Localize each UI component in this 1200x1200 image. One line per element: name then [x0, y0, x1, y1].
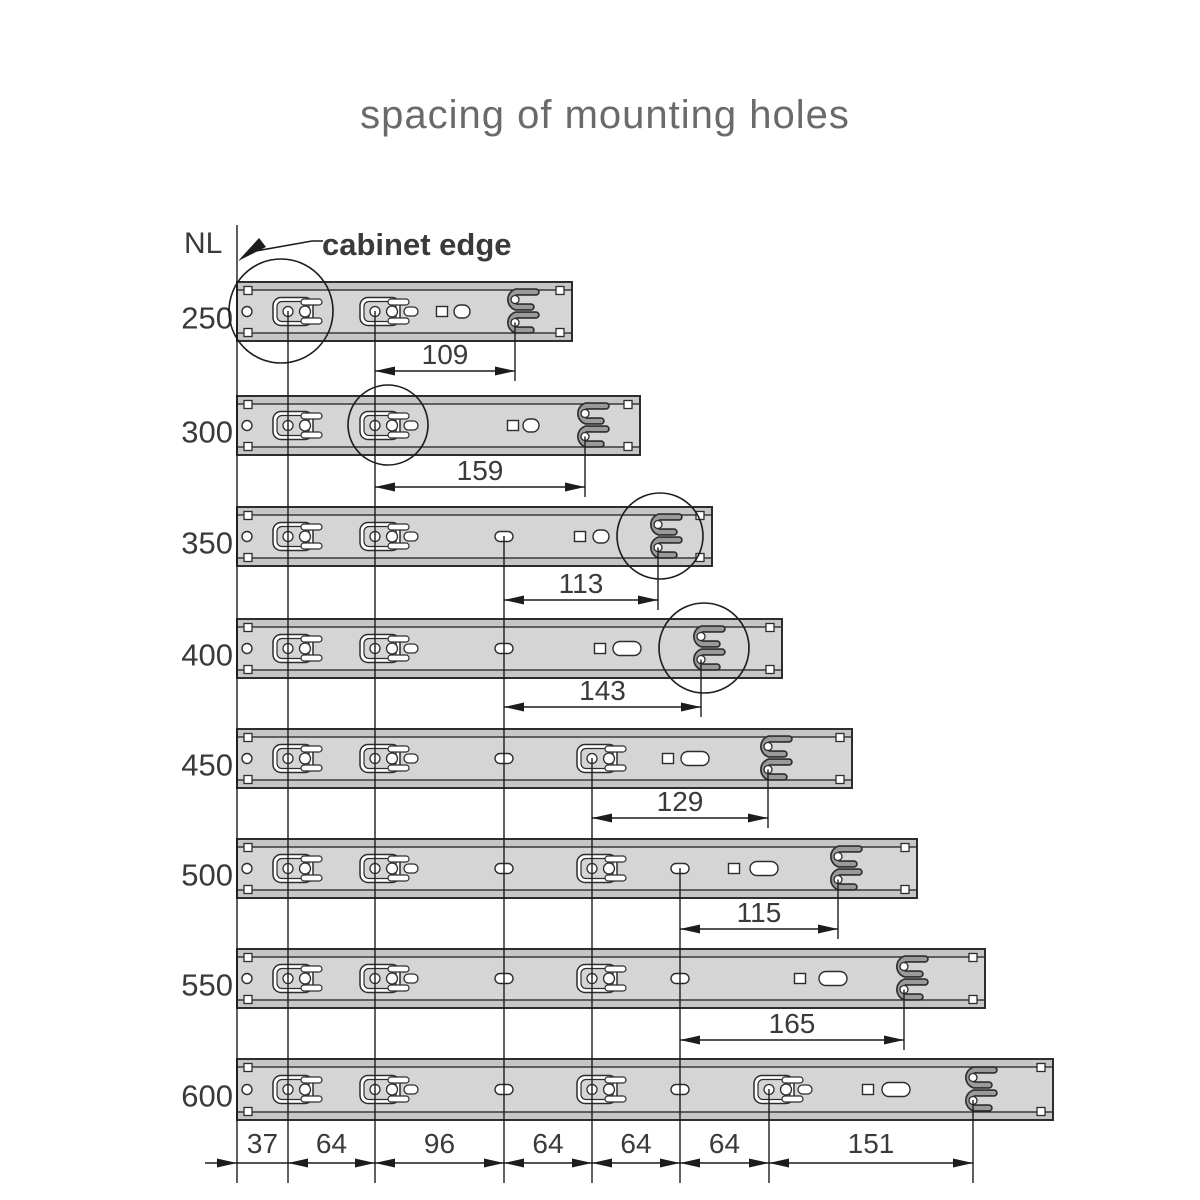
rail-length-label: 450 — [181, 747, 233, 783]
slot-screw-hole — [300, 306, 311, 317]
slot-trailing-oval — [404, 644, 418, 653]
rivet-square — [244, 329, 252, 337]
rivet-square — [836, 776, 844, 784]
slot-prong-bottom — [301, 318, 322, 324]
rail-250 — [237, 282, 572, 341]
large-pill-hole — [613, 642, 641, 656]
rivet-square — [244, 443, 252, 451]
slot-screw-hole — [387, 420, 398, 431]
rivet-square — [901, 886, 909, 894]
rail-bottom-strip — [237, 447, 640, 455]
square-hole — [575, 532, 586, 542]
mounting-slot — [360, 523, 418, 551]
slot-prong-top — [301, 746, 322, 752]
rail-top-strip — [237, 1059, 1053, 1067]
slot-prong-top — [605, 856, 626, 862]
slot-prong-top — [388, 966, 409, 972]
slot-screw-hole — [387, 531, 398, 542]
rivet-square — [244, 287, 252, 295]
rail-length-label: 250 — [181, 300, 233, 336]
rivet-square — [244, 954, 252, 962]
rivet-square — [766, 624, 774, 632]
rivet-square — [244, 624, 252, 632]
rivet-square — [244, 996, 252, 1004]
slot-prong-bottom — [388, 432, 409, 438]
rivet-square — [244, 401, 252, 409]
rail-bottom-strip — [237, 890, 917, 898]
large-pill-hole — [882, 1083, 910, 1097]
rail-bottom-strip — [237, 333, 572, 341]
slot-screw-hole — [387, 1084, 398, 1095]
slot-screw-hole — [387, 973, 398, 984]
slot-prong-top — [301, 1077, 322, 1083]
slot-prong-bottom — [388, 985, 409, 991]
slot-prong-bottom — [388, 543, 409, 549]
hook-screw-hole — [581, 410, 589, 418]
rail-bottom-strip — [237, 670, 782, 678]
spacing-value: 64 — [532, 1128, 564, 1159]
dimension-value: 143 — [579, 675, 626, 706]
oval-hole — [593, 530, 609, 543]
rivet-square — [556, 287, 564, 295]
hook-screw-hole — [834, 853, 842, 861]
cabinet-edge-label: cabinet edge — [322, 227, 512, 262]
round-hole — [242, 644, 252, 654]
rivet-square — [244, 554, 252, 562]
oval-hole — [454, 305, 470, 318]
rivet-square — [1037, 1064, 1045, 1072]
rivet-square — [244, 886, 252, 894]
rivet-square — [766, 666, 774, 674]
spacing-value: 64 — [315, 1128, 348, 1159]
round-hole — [242, 307, 252, 317]
slot-screw-hole — [604, 863, 615, 874]
slot-trailing-oval — [404, 974, 418, 983]
slot-trailing-oval — [404, 864, 418, 873]
slot-screw-hole — [300, 420, 311, 431]
nl-axis-label: NL — [184, 227, 223, 260]
slot-prong-bottom — [301, 985, 322, 991]
rail-bottom-strip — [237, 1000, 985, 1008]
oval-hole — [523, 419, 539, 432]
slot-screw-hole — [300, 643, 311, 654]
slot-prong-bottom — [388, 875, 409, 881]
rail-body — [237, 729, 852, 788]
rivet-square — [901, 844, 909, 852]
rivet-square — [244, 666, 252, 674]
slot-screw-hole — [604, 753, 615, 764]
slot-prong-bottom — [388, 655, 409, 661]
hook-screw-hole — [764, 743, 772, 751]
spacing-value: 64 — [620, 1128, 652, 1159]
mounting-slot — [360, 745, 418, 773]
rivet-square — [244, 776, 252, 784]
rail-600 — [237, 1059, 1053, 1120]
rivet-square — [624, 401, 632, 409]
square-hole — [729, 864, 740, 874]
slot-prong-bottom — [605, 1096, 626, 1102]
rivet-square — [244, 512, 252, 520]
mounting-slot — [754, 1076, 812, 1104]
slot-screw-hole — [781, 1084, 792, 1095]
rail-length-label: 350 — [181, 525, 233, 561]
rail-top-strip — [237, 396, 640, 404]
slot-prong-bottom — [301, 432, 322, 438]
mounting-slot — [360, 855, 418, 883]
slot-prong-bottom — [301, 655, 322, 661]
slot-trailing-oval — [404, 307, 418, 316]
slot-prong-top — [301, 524, 322, 530]
hook-screw-hole — [654, 521, 662, 529]
dimension-value: 165 — [768, 1008, 816, 1039]
rivet-square — [244, 1064, 252, 1072]
dimension-value: 109 — [421, 339, 469, 370]
rail-400 — [237, 619, 782, 678]
slot-prong-bottom — [301, 1096, 322, 1102]
rail-length-label: 400 — [181, 637, 233, 673]
rail-length-label: 500 — [181, 857, 233, 893]
slot-trailing-oval — [404, 421, 418, 430]
slot-trailing-oval — [404, 1085, 418, 1094]
rail-300 — [237, 396, 640, 455]
rivet-square — [244, 1108, 252, 1116]
dimension-value: 159 — [456, 455, 504, 486]
slot-prong-top — [388, 1077, 409, 1083]
slot-prong-bottom — [388, 1096, 409, 1102]
slot-prong-top — [301, 856, 322, 862]
slot-screw-hole — [300, 1084, 311, 1095]
spacing-value: 37 — [246, 1128, 279, 1159]
dimension-value: 115 — [736, 897, 782, 928]
slot-screw-hole — [387, 863, 398, 874]
mounting-slot — [360, 965, 418, 993]
large-pill-hole — [750, 862, 778, 876]
slot-prong-bottom — [388, 318, 409, 324]
slot-screw-hole — [300, 973, 311, 984]
slot-prong-top — [388, 299, 409, 305]
page-title: spacing of mounting holes — [360, 93, 850, 137]
slot-prong-bottom — [605, 985, 626, 991]
rivet-square — [624, 443, 632, 451]
slot-screw-hole — [300, 863, 311, 874]
slot-prong-bottom — [301, 543, 322, 549]
slot-prong-bottom — [782, 1096, 803, 1102]
mounting-slot — [360, 635, 418, 663]
slot-prong-bottom — [605, 765, 626, 771]
spacing-value: 96 — [423, 1128, 456, 1159]
slot-screw-hole — [300, 753, 311, 764]
slot-prong-top — [388, 413, 409, 419]
slot-trailing-oval — [404, 532, 418, 541]
rivet-square — [556, 329, 564, 337]
slot-prong-top — [301, 299, 322, 305]
rail-550 — [237, 949, 985, 1008]
rivet-square — [836, 734, 844, 742]
slot-prong-top — [605, 1077, 626, 1083]
square-hole — [437, 307, 448, 317]
slot-prong-top — [388, 856, 409, 862]
slot-prong-bottom — [388, 765, 409, 771]
square-hole — [663, 754, 674, 764]
slot-prong-top — [301, 966, 322, 972]
slot-prong-bottom — [301, 875, 322, 881]
mounting-slot — [360, 1076, 418, 1104]
hook-screw-hole — [969, 1074, 977, 1082]
round-hole — [242, 974, 252, 984]
rail-top-strip — [237, 839, 917, 847]
rail-top-strip — [237, 507, 712, 515]
slot-trailing-oval — [798, 1085, 812, 1094]
round-hole — [242, 1085, 252, 1095]
spacing-value: 64 — [708, 1128, 741, 1159]
hook-screw-hole — [697, 633, 705, 641]
rivet-square — [1037, 1108, 1045, 1116]
slot-screw-hole — [387, 643, 398, 654]
square-hole — [795, 974, 806, 984]
rail-450 — [237, 729, 852, 788]
dimension-value: 113 — [558, 568, 604, 599]
rivet-square — [244, 844, 252, 852]
rivet-square — [244, 734, 252, 742]
slot-prong-top — [605, 746, 626, 752]
slot-prong-bottom — [605, 875, 626, 881]
slot-screw-hole — [604, 973, 615, 984]
round-hole — [242, 532, 252, 542]
dimension-value: 129 — [656, 786, 704, 817]
slot-screw-hole — [300, 531, 311, 542]
slot-prong-bottom — [301, 765, 322, 771]
rail-length-label: 550 — [181, 967, 233, 1003]
round-hole — [242, 421, 252, 431]
hook-screw-hole — [511, 296, 519, 304]
slot-prong-top — [782, 1077, 803, 1083]
spacing-value: 151 — [847, 1128, 895, 1159]
slot-prong-top — [605, 966, 626, 972]
rail-500 — [237, 839, 917, 898]
rail-bottom-strip — [237, 1112, 1053, 1120]
mounting-slot — [360, 412, 418, 440]
rail-top-strip — [237, 729, 852, 737]
slot-screw-hole — [387, 753, 398, 764]
slot-prong-top — [388, 524, 409, 530]
hook-screw-hole — [900, 963, 908, 971]
large-pill-hole — [819, 972, 847, 986]
rivet-square — [969, 954, 977, 962]
slot-prong-top — [301, 636, 322, 642]
large-pill-hole — [681, 752, 709, 766]
slot-prong-top — [388, 746, 409, 752]
slot-screw-hole — [387, 306, 398, 317]
slot-prong-top — [301, 413, 322, 419]
square-hole — [863, 1085, 874, 1095]
rail-length-label: 600 — [181, 1078, 233, 1114]
slot-trailing-oval — [404, 754, 418, 763]
rail-350 — [237, 507, 712, 566]
square-hole — [595, 644, 606, 654]
square-hole — [508, 421, 519, 431]
rail-bottom-strip — [237, 558, 712, 566]
rail-length-label: 300 — [181, 414, 233, 450]
rivet-square — [969, 996, 977, 1004]
mounting-slot — [360, 298, 418, 326]
slot-prong-top — [388, 636, 409, 642]
round-hole — [242, 754, 252, 764]
slot-screw-hole — [604, 1084, 615, 1095]
round-hole — [242, 864, 252, 874]
rail-top-strip — [237, 949, 985, 957]
rail-bottom-strip — [237, 780, 852, 788]
